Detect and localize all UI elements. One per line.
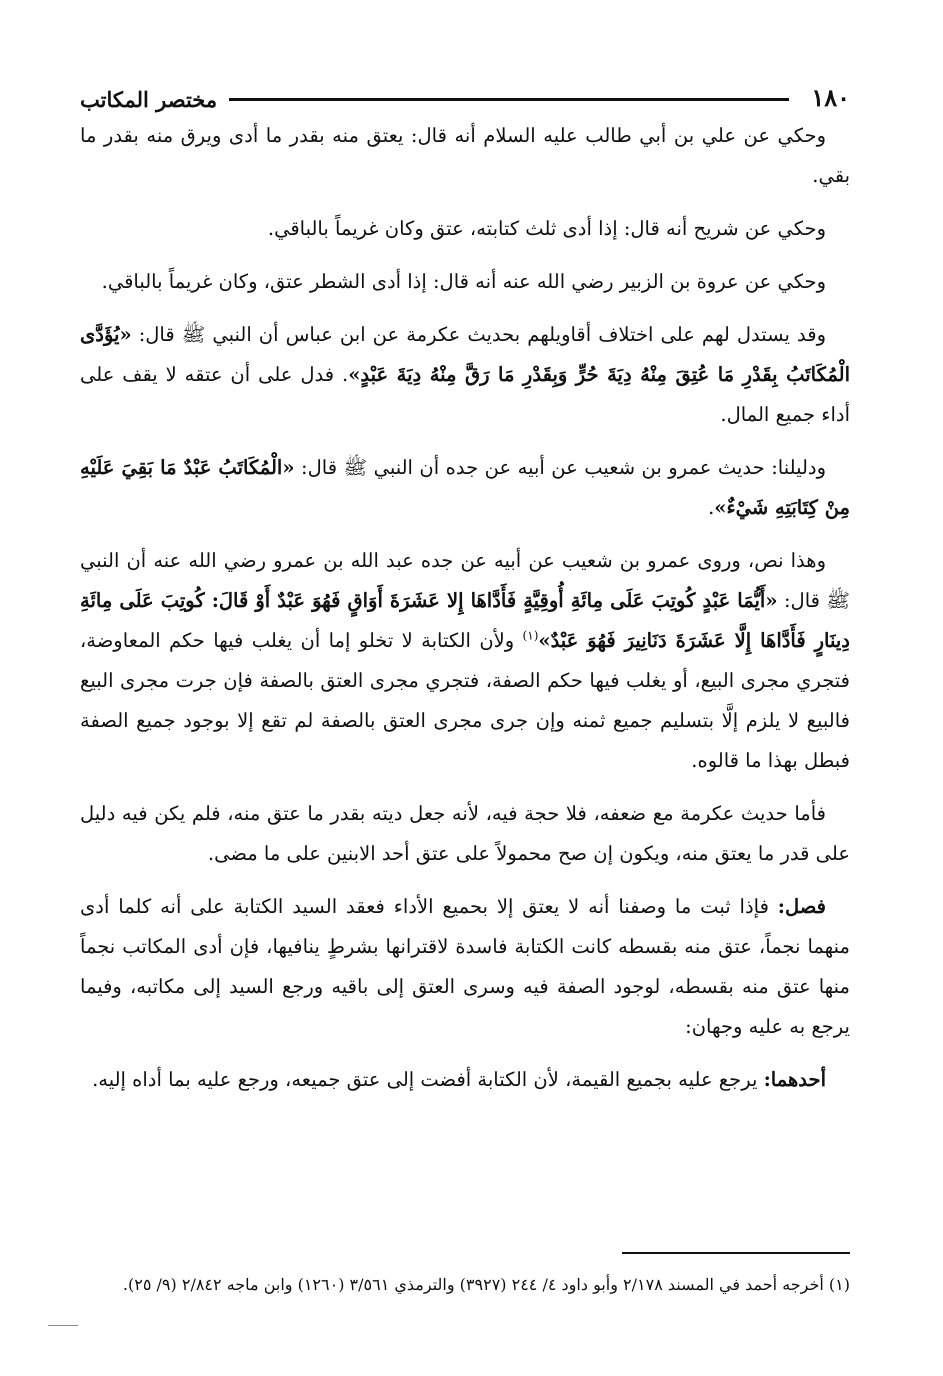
text-run: يرجع عليه بجميع القيمة، لأن الكتابة أفضت إلى عتق جميعه، ورجع عليه بما أداه إليه.: [92, 1068, 764, 1091]
paragraph: [80, 794, 850, 874]
text-run: فأما حديث عكرمة مع ضعفه، فلا حجة فيه، لأنه جعل ديته بقدر ما عتق منه، فلم يكن فيه دليل على قدر ما يعتق منه، ويكون إن صح محمولاً على عتق أحد الابنين على ما مضى.: [80, 802, 850, 865]
book-page: [80, 80, 850, 1350]
text-run: ولأن الكتابة لا تخلو إما أن يغلب فيها حكم المعاوضة، فتجري مجرى البيع، أو يغلب فيها حكم الصفة، فتجري مجرى العتق بالصفة فإن جرت مجرى البيع فالبيع لا يلزم إلَّا بتسليم جميع ثمنه وإن جرى مجرى العتق بالصفة لم تقع إلا بوجود جميع الصفة فبطل بهذا ما قالوه.: [80, 629, 851, 772]
section-label: أحدهما:: [763, 1068, 826, 1091]
text-run: فإذا ثبت ما وصفنا أنه لا يعتق إلا بحميع الأداء فعقد السيد الكتابة على أنه كلما أدى منهما نجماً، عتق منه بقسطه كانت الكتابة فاسدة لاقترانها بشرطٍ ينافيها، فإن أدى المكاتب نجماً منها عتق منه بقسطه، لوجود الصفة فيه وسرى العتق إلى باقيه ورجع السيد إلى مكاتبه، وفيما يرجع به عليه وجهان:: [80, 895, 850, 1038]
paragraph: [80, 448, 850, 528]
text-run: وهذا نص، وروى عمرو بن شعيب عن أبيه عن جده عبد الله بن عمرو رضي الله عنه أن النبي ﷺ قال:: [80, 549, 850, 612]
paragraph: [80, 262, 850, 302]
header-rule: [229, 98, 789, 101]
text-run: وحكي عن عروة بن الزبير رضي الله عنه أنه قال: إذا أدى الشطر عتق، وكان غريماً بالباقي.: [101, 270, 826, 293]
body-text: [80, 116, 850, 1100]
paragraph: [80, 887, 850, 1047]
hadith-quote: «يُؤَدَّى الْمُكَاتَبُ بِقَدْرِ مَا عُتِقَ مِنْهُ دِيَةَ حُرٍّ وَبِقَدْرِ مَا رَقَّ مِنْهُ دِيَةَ عَبْدٍ»: [80, 323, 850, 386]
footnote-rule: [622, 1252, 850, 1254]
running-title: مختصر المكاتب: [80, 87, 218, 112]
page-header: [80, 80, 850, 110]
hadith-quote: «الْمُكَاتَبُ عَبْدٌ مَا بَقِيَ عَلَيْهِ مِنْ كِتَابَتِهِ شَيْءٌ»: [80, 456, 850, 519]
footnote-marker: (١): [522, 628, 539, 643]
stray-mark: [48, 1325, 78, 1326]
paragraph: [80, 541, 850, 781]
text-run: وقد يستدل لهم على اختلاف أقاويلهم بحديث عكرمة عن ابن عباس أن النبي ﷺ قال:: [131, 323, 826, 346]
hadith-quote: «أَيُّمَا عَبْدٍ كُوتِبَ عَلَى مِائَةِ أُوقِيَّةٍ فَأَدَّاهَا إِلا عَشَرَةَ أَوَاقٍ فَهُوَ عَبْدٌ أَوْ قَالَ: كُوتِبَ عَلَى مِائَةِ دِينَارٍ فَأَدَّاهَا إِلَّا عَشَرَةَ دَنَانِيرَ فَهُوَ عَبْدٌ»: [80, 589, 850, 652]
text-run: ودليلنا: حديث عمرو بن شعيب عن أبيه عن جده أن النبي ﷺ قال:: [294, 456, 826, 479]
text-run: .: [708, 496, 715, 519]
text-run: وحكي عن علي بن أبي طالب عليه السلام أنه قال: يعتق منه بقدر ما أدى ويرق منه بقدر ما بقي.: [80, 124, 850, 187]
text-run: . فدل على أن عتقه لا يقف على أداء جميع المال.: [80, 363, 850, 426]
paragraph: [80, 209, 850, 249]
paragraph: [80, 1060, 850, 1100]
paragraph: [80, 315, 850, 435]
footnote: (١) أخرجه أحمد في المسند ٢/١٧٨ وأبو داود ٤/ ٢٤٤ (٣٩٢٧) والترمذي ٣/٥٦١ (١٢٦٠) وابن ماجه ٢/٨٤٢ (٩/ ٢٥).: [122, 1275, 850, 1294]
text-run: وحكي عن شريح أنه قال: إذا أدى ثلث كتابته، عتق وكان غريماً بالباقي.: [267, 217, 826, 240]
page-number: ١٨٠: [811, 83, 850, 112]
section-label: فصل:: [777, 895, 826, 918]
paragraph: [80, 116, 850, 196]
